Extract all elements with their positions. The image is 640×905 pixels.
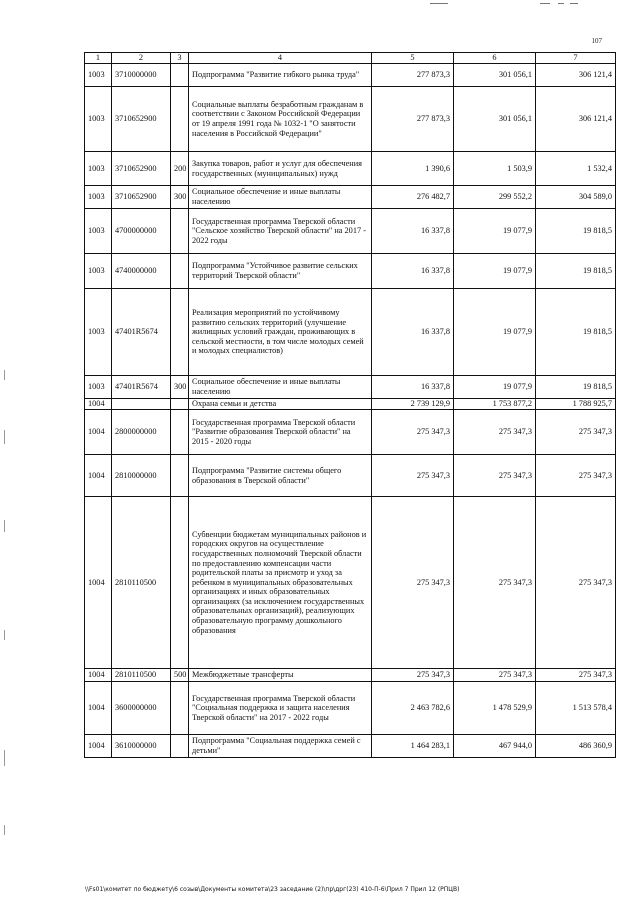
expense-type-cell: 200: [171, 152, 189, 186]
amount-year1-cell: 275 347,3: [372, 497, 454, 669]
section-code-cell: 1003: [85, 209, 112, 254]
amount-year3-cell: 306 121,4: [536, 87, 616, 152]
amount-year3-cell: 19 818,5: [536, 289, 616, 376]
table-header-row: [85, 53, 616, 64]
expense-type-cell: [171, 289, 189, 376]
amount-year1-cell: 277 873,3: [372, 87, 454, 152]
section-code-cell: 1004: [85, 669, 112, 682]
target-article-cell: 3710652900: [112, 87, 171, 152]
expense-type-cell: [171, 455, 189, 497]
section-code-cell: 1003: [85, 152, 112, 186]
table-row: [85, 682, 616, 735]
expense-type-cell: [171, 682, 189, 735]
table-row: [85, 455, 616, 497]
amount-year3-cell: 304 589,0: [536, 186, 616, 209]
target-article-cell: 47401R5674: [112, 289, 171, 376]
amount-year3-cell: 1 532,4: [536, 152, 616, 186]
description-cell: Подпрограмма "Развитие гибкого рынка труда": [189, 64, 372, 87]
amount-year1-cell: 16 337,8: [372, 254, 454, 289]
description-cell: Реализация мероприятий по устойчивому развитию сельских территорий (улучшение жилищных условий граждан, проживающих в сельской местности, в том числе молодых семей и молодых специалистов): [189, 289, 372, 376]
expense-type-cell: 300: [171, 186, 189, 209]
amount-year1-cell: 2 739 129,9: [372, 399, 454, 410]
expense-type-cell: [171, 410, 189, 455]
amount-year3-cell: 275 347,3: [536, 497, 616, 669]
amount-year1-cell: 277 873,3: [372, 64, 454, 87]
page-number: 107: [591, 37, 602, 45]
amount-year2-cell: 299 552,2: [454, 186, 536, 209]
amount-year2-cell: 19 077,9: [454, 376, 536, 399]
target-article-cell: 47401R5674: [112, 376, 171, 399]
table-row: [85, 399, 616, 410]
target-article-cell: 2810110500: [112, 669, 171, 682]
table-row: [85, 410, 616, 455]
amount-year3-cell: 19 818,5: [536, 209, 616, 254]
description-cell: Межбюджетные трансферты: [189, 669, 372, 682]
expense-type-cell: [171, 497, 189, 669]
description-cell: Государственная программа Тверской области "Развитие образования Тверской области" на 2015 - 2020 годы: [189, 410, 372, 455]
table-row: [85, 64, 616, 87]
amount-year3-cell: 306 121,4: [536, 64, 616, 87]
amount-year3-cell: 486 360,9: [536, 735, 616, 758]
table-row: [85, 186, 616, 209]
amount-year2-cell: 275 347,3: [454, 410, 536, 455]
amount-year3-cell: 275 347,3: [536, 669, 616, 682]
target-article-cell: 4740000000: [112, 254, 171, 289]
description-cell: Подпрограмма "Социальная поддержка семей с детьми": [189, 735, 372, 758]
table-row: [85, 87, 616, 152]
scan-marks: [430, 3, 580, 7]
amount-year2-cell: 275 347,3: [454, 669, 536, 682]
description-cell: Субвенции бюджетам муниципальных районов и городских округов на осуществление государственных полномочий Тверской области по предоставлению компенсации части родительской платы за присмотр и уход за ребенком в муниципальных образовательных организациях и иных образовательных организациях (за исключением государственных образовательных организаций), реализующих образовательную программу дошкольного образования: [189, 497, 372, 669]
amount-year3-cell: 19 818,5: [536, 376, 616, 399]
header-cell: 2: [112, 53, 171, 64]
amount-year2-cell: 467 944,0: [454, 735, 536, 758]
amount-year2-cell: 1 753 877,2: [454, 399, 536, 410]
header-cell: 3: [171, 53, 189, 64]
amount-year3-cell: 1 788 925,7: [536, 399, 616, 410]
expense-type-cell: [171, 87, 189, 152]
expense-type-cell: [171, 64, 189, 87]
amount-year1-cell: 275 347,3: [372, 455, 454, 497]
table-row: [85, 735, 616, 758]
amount-year1-cell: 276 482,7: [372, 186, 454, 209]
description-cell: Подпрограмма "Устойчивое развитие сельских территорий Тверской области": [189, 254, 372, 289]
section-code-cell: 1003: [85, 64, 112, 87]
amount-year3-cell: 19 818,5: [536, 254, 616, 289]
section-code-cell: 1004: [85, 410, 112, 455]
table-row: [85, 254, 616, 289]
section-code-cell: 1004: [85, 399, 112, 410]
amount-year2-cell: 1 478 529,9: [454, 682, 536, 735]
header-cell: 7: [536, 53, 616, 64]
amount-year2-cell: 19 077,9: [454, 289, 536, 376]
expense-type-cell: [171, 254, 189, 289]
description-cell: Социальное обеспечение и иные выплаты населению: [189, 186, 372, 209]
amount-year2-cell: 275 347,3: [454, 497, 536, 669]
budget-table: [84, 52, 616, 758]
amount-year2-cell: 275 347,3: [454, 455, 536, 497]
amount-year3-cell: 275 347,3: [536, 455, 616, 497]
file-path-footer: \\Fs01\комитет по бюджету\6 созыв\Документы комитета\23 заседание (2)\пр\дрг(23) 410-П-6\Прил 7 Прил 12 (РПЦВ): [85, 886, 460, 893]
section-code-cell: 1004: [85, 497, 112, 669]
header-cell: 1: [85, 53, 112, 64]
amount-year1-cell: 16 337,8: [372, 209, 454, 254]
amount-year2-cell: 301 056,1: [454, 87, 536, 152]
target-article-cell: 3710652900: [112, 152, 171, 186]
description-cell: Социальные выплаты безработным гражданам в соответствии с Законом Российской Федерации от 19 апреля 1991 года № 1032-1 "О занятости населения в Российской Федерации": [189, 87, 372, 152]
table-row: [85, 376, 616, 399]
binding-marks: [4, 370, 6, 850]
expense-type-cell: 300: [171, 376, 189, 399]
amount-year1-cell: 16 337,8: [372, 289, 454, 376]
header-cell: 4: [189, 53, 372, 64]
target-article-cell: 3610000000: [112, 735, 171, 758]
table-row: [85, 209, 616, 254]
description-cell: Государственная программа Тверской области "Социальная поддержка и защита населения Тверской области" на 2017 - 2022 годы: [189, 682, 372, 735]
header-cell: 5: [372, 53, 454, 64]
target-article-cell: 4700000000: [112, 209, 171, 254]
section-code-cell: 1004: [85, 682, 112, 735]
table-row: [85, 669, 616, 682]
section-code-cell: 1003: [85, 289, 112, 376]
description-cell: Закупка товаров, работ и услуг для обеспечения государственных (муниципальных) нужд: [189, 152, 372, 186]
target-article-cell: 3710652900: [112, 186, 171, 209]
expense-type-cell: [171, 209, 189, 254]
table-row: [85, 152, 616, 186]
header-cell: 6: [454, 53, 536, 64]
amount-year2-cell: 19 077,9: [454, 209, 536, 254]
expense-type-cell: 500: [171, 669, 189, 682]
section-code-cell: 1004: [85, 735, 112, 758]
amount-year3-cell: 275 347,3: [536, 410, 616, 455]
table-row: [85, 497, 616, 669]
target-article-cell: 2810110500: [112, 497, 171, 669]
target-article-cell: 2810000000: [112, 455, 171, 497]
section-code-cell: 1003: [85, 186, 112, 209]
amount-year2-cell: 301 056,1: [454, 64, 536, 87]
amount-year2-cell: 1 503,9: [454, 152, 536, 186]
amount-year1-cell: 1 464 283,1: [372, 735, 454, 758]
target-article-cell: 3710000000: [112, 64, 171, 87]
target-article-cell: [112, 399, 171, 410]
expense-type-cell: [171, 735, 189, 758]
description-cell: Государственная программа Тверской области "Сельское хозяйство Тверской области" на 2017 - 2022 годы: [189, 209, 372, 254]
amount-year1-cell: 2 463 782,6: [372, 682, 454, 735]
description-cell: Подпрограмма "Развитие системы общего образования в Тверской области": [189, 455, 372, 497]
amount-year2-cell: 19 077,9: [454, 254, 536, 289]
section-code-cell: 1003: [85, 376, 112, 399]
target-article-cell: 2800000000: [112, 410, 171, 455]
amount-year1-cell: 275 347,3: [372, 669, 454, 682]
section-code-cell: 1004: [85, 455, 112, 497]
amount-year1-cell: 275 347,3: [372, 410, 454, 455]
description-cell: Социальное обеспечение и иные выплаты населению: [189, 376, 372, 399]
section-code-cell: 1003: [85, 254, 112, 289]
description-cell: Охрана семьи и детства: [189, 399, 372, 410]
target-article-cell: 3600000000: [112, 682, 171, 735]
amount-year3-cell: 1 513 578,4: [536, 682, 616, 735]
section-code-cell: 1003: [85, 87, 112, 152]
amount-year1-cell: 1 390,6: [372, 152, 454, 186]
expense-type-cell: [171, 399, 189, 410]
table-row: [85, 289, 616, 376]
amount-year1-cell: 16 337,8: [372, 376, 454, 399]
